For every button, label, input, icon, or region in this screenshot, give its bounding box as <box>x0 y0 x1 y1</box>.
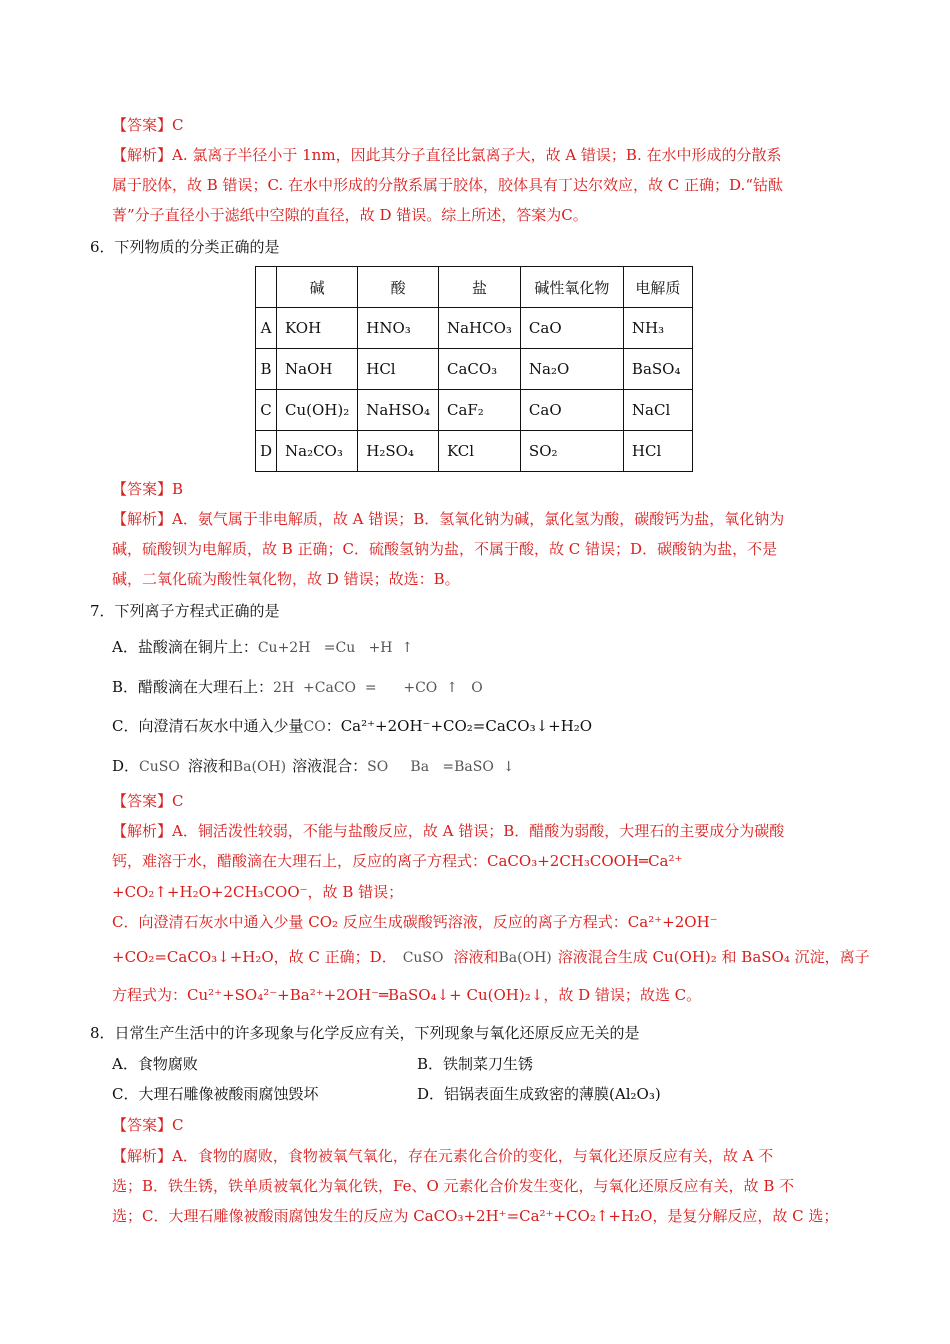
table-cell: BaSO₄ <box>623 349 692 390</box>
q7-option-c-label: C．向澄清石灰水中通入少量 <box>112 717 304 735</box>
q8-analysis-line-3: 选；C．大理石雕像被酸雨腐蚀发生的反应为 CaCO₃+2H⁺=Ca²⁺+CO₂↑+H₂O，是复分解反应，故 C 选； <box>112 1207 839 1225</box>
classification-table <box>255 266 693 472</box>
table-cell: KCl <box>438 431 520 472</box>
table-cell: NaHSO₄ <box>358 390 439 431</box>
q7-option-d-cuso4: CuSO <box>139 759 180 775</box>
table-cell: CaO <box>520 390 623 431</box>
q6-analysis-line-1: 【解析】A．氨气属于非电解质，故 A 错误；B．氢氧化钠为碱，氯化氢为酸，碳酸钙为盐，氧化钠为 <box>112 510 785 528</box>
table-cell: HNO₃ <box>358 308 439 349</box>
q7-option-c-equation: ：Ca²⁺+2OH⁻+CO₂=CaCO₃↓+H₂O <box>325 717 593 735</box>
table-row <box>256 349 693 390</box>
q7-option-d-equation: SO Ba =BaSO ↓ <box>367 759 515 775</box>
q7-option-d-baoh2: Ba(OH) <box>232 759 287 775</box>
table-cell: NaCl <box>623 390 692 431</box>
table-cell: HCl <box>358 349 439 390</box>
q5-analysis-line-2: 属于胶体，故 B 错误；C. 在水中形成的分散系属于胶体，胶体具有丁达尔效应，故 C 正确；D.“钴酞 <box>112 176 783 194</box>
q8-answer: 【答案】C <box>112 1116 184 1134</box>
q7-question: 7．下列离子方程式正确的是 <box>90 602 280 620</box>
q7-analysis-line-2: 钙，难溶于水，醋酸滴在大理石上，反应的离子方程式：CaCO₃+2CH₃COOH═Ca²⁺ <box>112 852 683 870</box>
q7-option-c-co2: CO <box>303 719 326 735</box>
table-header-row <box>256 267 693 308</box>
q8-option-b: B．铁制菜刀生锈 <box>417 1055 534 1073</box>
q7-analysis-line-6: 方程式为：Cu²⁺+SO₄²⁻+Ba²⁺+2OH⁻═BaSO₄↓+ Cu(OH)₂↓，故 D 错误；故选 C。 <box>112 986 702 1004</box>
table-cell: Cu(OH)₂ <box>277 390 358 431</box>
q6-question: 6．下列物质的分类正确的是 <box>90 238 280 256</box>
table-cell: B <box>256 349 277 390</box>
table-cell: Na₂CO₃ <box>277 431 358 472</box>
q7-option-d <box>112 756 514 777</box>
table-row <box>256 431 693 472</box>
table-cell: KOH <box>277 308 358 349</box>
q8-option-d: D．铝锅表面生成致密的薄膜(Al₂O₃) <box>417 1085 661 1103</box>
table-header-cell: 盐 <box>438 267 520 308</box>
q7-option-c <box>112 716 592 737</box>
q7-option-d-mid2: 溶液混合： <box>292 757 368 775</box>
q7-analysis-line-1: 【解析】A．铜活泼性较弱，不能与盐酸反应，故 A 错误；B．醋酸为弱酸，大理石的主要成分为碳酸 <box>112 822 785 840</box>
table-header-cell: 碱 <box>277 267 358 308</box>
q8-analysis-line-2: 选；B．铁生锈，铁单质被氧化为氧化铁，Fe、O 元素化合价发生变化，与氧化还原反应有关，故 B 不 <box>112 1177 795 1195</box>
q8-option-c: C．大理石雕像被酸雨腐蚀毁坏 <box>112 1085 319 1103</box>
q5-analysis-line-3: 菁”分子直径小于滤纸中空隙的直径，故 D 错误。综上所述，答案为C。 <box>112 206 588 224</box>
q7-option-b-label: B．醋酸滴在大理石上： <box>112 678 274 696</box>
table-cell: D <box>256 431 277 472</box>
q7-analysis-line-4: C．向澄清石灰水中通入少量 CO₂ 反应生成碳酸钙溶液，反应的离子方程式：Ca²⁺+2OH⁻ <box>112 913 718 931</box>
q7-option-a-label: A．盐酸滴在铜片上： <box>112 638 258 656</box>
q7-answer: 【答案】C <box>112 792 184 810</box>
table-cell: SO₂ <box>520 431 623 472</box>
q7-analysis-cuso4: CuSO <box>402 950 444 966</box>
table-cell: NaHCO₃ <box>438 308 520 349</box>
table-cell: CaCO₃ <box>438 349 520 390</box>
q7-option-a <box>112 637 413 658</box>
q6-answer: 【答案】B <box>112 480 184 498</box>
table-cell: CaO <box>520 308 623 349</box>
table-cell: CaF₂ <box>438 390 520 431</box>
table-cell: C <box>256 390 277 431</box>
q8-question: 8．日常生产生活中的许多现象与化学反应有关，下列现象与氧化还原反应无关的是 <box>90 1024 640 1042</box>
table-cell: Na₂O <box>520 349 623 390</box>
table-cell: HCl <box>623 431 692 472</box>
table-cell: NaOH <box>277 349 358 390</box>
table-header-cell <box>256 267 277 308</box>
table-row <box>256 308 693 349</box>
table-cell: NH₃ <box>623 308 692 349</box>
q7-analysis-line-5c: 溶液混合生成 Cu(OH)₂ 和 BaSO₄ 沉淀，离子 <box>557 948 870 966</box>
table-cell: A <box>256 308 277 349</box>
table-header-cell: 电解质 <box>623 267 692 308</box>
table-cell: H₂SO₄ <box>358 431 439 472</box>
table-header-cell: 碱性氧化物 <box>520 267 623 308</box>
table-header-cell: 酸 <box>358 267 439 308</box>
q7-option-d-label: D． <box>112 757 140 775</box>
q8-option-a: A．食物腐败 <box>112 1055 198 1073</box>
table-row <box>256 390 693 431</box>
q6-analysis-line-2: 碱，硫酸钡为电解质，故 B 正确；C．硫酸氢钠为盐，不属于酸，故 C 错误；D．碳酸钠为盐，不是 <box>112 540 778 558</box>
q7-analysis-baoh2: Ba(OH) <box>498 950 552 966</box>
q7-analysis-line-5 <box>112 947 870 968</box>
q7-analysis-line-3: +CO₂↑+H₂O+2CH₃COO⁻，故 B 错误； <box>112 883 404 901</box>
q6-analysis-line-3: 碱，二氧化硫为酸性氧化物，故 D 错误；故选：B。 <box>112 570 460 588</box>
q7-option-b <box>112 677 483 698</box>
q7-analysis-line-5a: +CO₂=CaCO₃↓+H₂O，故 C 正确；D． <box>112 948 397 966</box>
q5-answer: 【答案】C <box>112 116 184 134</box>
q7-option-a-equation: Cu+2H =Cu +H ↑ <box>257 640 414 656</box>
q7-analysis-line-5b: 溶液和 <box>453 948 499 966</box>
q8-analysis-line-1: 【解析】A．食物的腐败，食物被氧气氧化，存在元素化合价的变化，与氧化还原反应有关，故 A 不 <box>112 1147 774 1165</box>
q7-option-b-equation: 2H +CaCO = +CO ↑ O <box>273 680 483 696</box>
q5-analysis-line-1: 【解析】A. 氯离子半径小于 1nm，因此其分子直径比氯离子大，故 A 错误；B. 在水中形成的分散系 <box>112 146 782 164</box>
q7-option-d-mid: 溶液和 <box>187 757 233 775</box>
